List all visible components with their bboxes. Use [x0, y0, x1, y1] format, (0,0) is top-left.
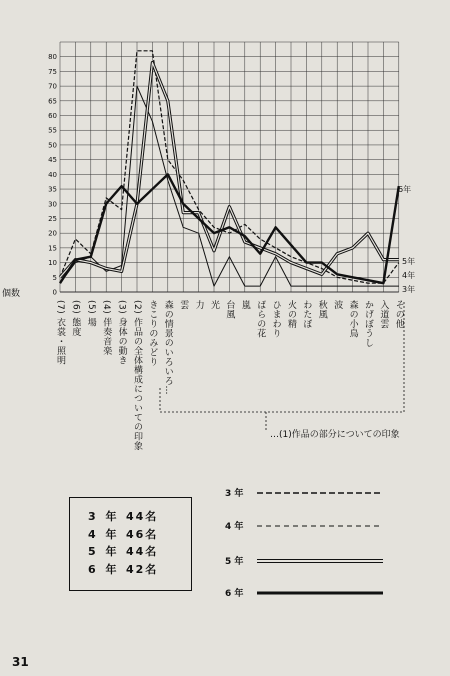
category-label: ひまわり: [270, 300, 281, 338]
category-label: 森の情景のいろいろ…: [162, 300, 173, 395]
end-label-3: 3年: [402, 285, 416, 294]
y-tick-label: 75: [48, 67, 57, 76]
category-label: (3) 身体の動き: [116, 300, 127, 366]
category-label: 波: [332, 300, 343, 310]
count-table: [69, 497, 192, 591]
y-tick-label: 55: [48, 126, 57, 135]
y-tick-label: 5: [52, 273, 57, 282]
category-label: 台風: [224, 300, 235, 319]
category-label: かげぼうし: [363, 300, 373, 348]
category-label: きこりのみどり: [147, 300, 158, 367]
legend: [225, 478, 405, 608]
count-row-6: 6 年 42名: [88, 562, 159, 576]
y-tick-label: 25: [48, 214, 57, 223]
page-number: 31: [12, 655, 29, 669]
y-tick-label: 50: [48, 141, 57, 150]
category-label: (4) 伴奏音楽: [101, 300, 112, 356]
category-label: 秋風: [316, 300, 327, 319]
y-tick-label: 10: [48, 259, 57, 268]
category-label: 雲: [178, 300, 189, 310]
legend-item-4: 4 年: [225, 522, 244, 532]
count-row-5: 5 年 44名: [88, 545, 159, 558]
end-label-6: 6年: [398, 185, 412, 194]
category-label: 力: [193, 300, 204, 310]
legend-item-3: 3 年: [225, 489, 244, 499]
category-label: ばらの花: [255, 300, 266, 338]
group-note: …(1)作品の部分についての印象: [270, 430, 400, 440]
category-label: (7) 衣裳・照明: [55, 300, 65, 366]
category-label: わたぼ: [301, 300, 312, 329]
category-label: 光: [209, 300, 219, 310]
category-label: (6) 態度: [70, 300, 81, 337]
y-tick-label: 35: [48, 185, 57, 194]
count-row-3: 3 年 44名: [88, 510, 159, 523]
y-tick-label: 20: [48, 229, 57, 238]
y-tick-label: 0: [52, 288, 57, 297]
y-tick-label: 40: [48, 170, 57, 179]
y-tick-label: 30: [48, 200, 57, 209]
category-label: その他: [393, 300, 404, 329]
y-tick-label: 70: [48, 82, 57, 91]
y-tick-label: 15: [48, 244, 57, 253]
end-label-5: 5年: [402, 257, 416, 266]
legend-item-5: 5 年: [225, 557, 244, 567]
end-label-4: 4年: [402, 271, 416, 280]
category-label: 火の精: [286, 300, 296, 329]
y-axis-label: 個数: [2, 289, 21, 299]
y-tick-label: 80: [48, 53, 57, 62]
category-label: (2) 作品の全体構成についての印象: [132, 300, 142, 451]
category-label: (5) 場: [85, 300, 96, 328]
category-label: 森の小鳥: [347, 300, 358, 338]
category-label: 入道雲: [378, 300, 389, 329]
category-label: 嵐: [239, 300, 250, 310]
y-tick-label: 45: [48, 156, 57, 165]
count-row-4: 4 年 46名: [88, 527, 159, 541]
legend-item-6: 6 年: [225, 589, 244, 599]
y-tick-label: 60: [48, 112, 57, 121]
y-tick-label: 65: [48, 97, 57, 106]
